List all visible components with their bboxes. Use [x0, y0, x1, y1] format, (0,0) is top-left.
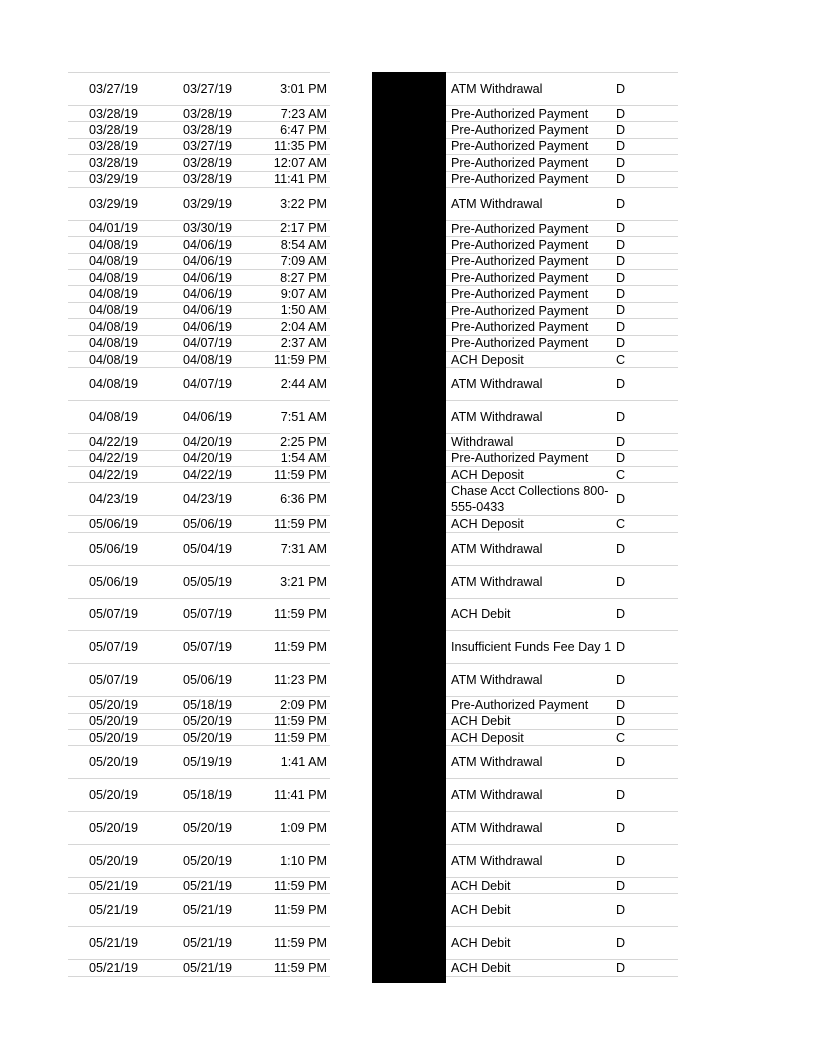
posting-date-cell: 03/29/19: [88, 196, 138, 211]
description-cell: Pre-Authorized Payment: [451, 155, 589, 170]
description-cell: Chase Acct Collections 800-555-0433: [451, 484, 609, 515]
type-cell: D: [616, 139, 626, 154]
type-cell: D: [616, 821, 626, 836]
description-cell: ATM Withdrawal: [451, 854, 543, 869]
posting-date-cell: 05/21/19: [88, 936, 138, 951]
transaction-date-cell: 04/23/19: [182, 492, 232, 507]
description-cell: ACH Debit: [451, 714, 511, 729]
posting-date-cell: 04/22/19: [88, 434, 138, 449]
time-cell: 8:27 PM: [280, 270, 327, 285]
transaction-date-cell: 04/07/19: [182, 336, 232, 351]
description-cell: Pre-Authorized Payment: [451, 221, 589, 236]
posting-date-cell: 05/06/19: [88, 541, 138, 556]
type-cell: D: [616, 854, 626, 869]
posting-date-cell: 04/08/19: [88, 410, 138, 425]
description-cell: Pre-Authorized Payment: [451, 697, 589, 712]
description-cell: ATM Withdrawal: [451, 410, 543, 425]
transaction-date-cell: 03/27/19: [182, 81, 232, 96]
description-cell: ATM Withdrawal: [451, 377, 543, 392]
description-cell: Pre-Authorized Payment: [451, 451, 589, 466]
time-cell: 7:51 AM: [280, 410, 327, 425]
time-cell: 2:37 AM: [280, 336, 327, 351]
type-cell: D: [616, 81, 626, 96]
time-cell: 11:59 PM: [274, 352, 327, 367]
time-cell: 11:59 PM: [274, 936, 327, 951]
type-cell: D: [616, 237, 626, 252]
posting-date-cell: 04/08/19: [88, 352, 138, 367]
type-cell: D: [616, 254, 626, 269]
description-cell: ATM Withdrawal: [451, 541, 543, 556]
description-cell: Pre-Authorized Payment: [451, 106, 589, 121]
description-cell: ACH Deposit: [451, 730, 524, 745]
time-cell: 11:59 PM: [274, 467, 327, 482]
type-cell: D: [616, 410, 626, 425]
description-cell: ACH Debit: [451, 960, 511, 975]
transaction-date-cell: 04/20/19: [182, 451, 232, 466]
description-cell: Pre-Authorized Payment: [451, 336, 589, 351]
transaction-date-cell: 04/08/19: [182, 352, 232, 367]
time-cell: 1:41 AM: [280, 755, 327, 770]
posting-date-cell: 05/20/19: [88, 697, 138, 712]
time-cell: 1:50 AM: [280, 303, 327, 318]
transaction-date-cell: 04/06/19: [182, 287, 232, 302]
type-cell: D: [616, 673, 626, 688]
transaction-date-cell: 05/21/19: [182, 936, 232, 951]
type-cell: C: [616, 730, 626, 745]
type-cell: D: [616, 319, 626, 334]
description-cell: ATM Withdrawal: [451, 81, 543, 96]
time-cell: 1:09 PM: [280, 821, 327, 836]
time-cell: 2:09 PM: [280, 697, 327, 712]
time-cell: 2:44 AM: [280, 377, 327, 392]
type-cell: D: [616, 640, 626, 655]
time-cell: 1:10 PM: [280, 854, 327, 869]
time-cell: 6:47 PM: [280, 122, 327, 137]
transaction-date-cell: 05/21/19: [182, 960, 232, 975]
description-cell: ATM Withdrawal: [451, 821, 543, 836]
posting-date-cell: 05/07/19: [88, 607, 138, 622]
type-cell: D: [616, 541, 626, 556]
description-cell: ATM Withdrawal: [451, 196, 543, 211]
type-cell: C: [616, 467, 626, 482]
description-cell: Pre-Authorized Payment: [451, 172, 589, 187]
type-cell: D: [616, 607, 626, 622]
transaction-date-cell: 05/20/19: [182, 854, 232, 869]
time-cell: 11:35 PM: [274, 139, 327, 154]
posting-date-cell: 04/23/19: [88, 492, 138, 507]
transaction-date-cell: 05/18/19: [182, 788, 232, 803]
posting-date-cell: 03/28/19: [88, 155, 138, 170]
description-cell: Pre-Authorized Payment: [451, 254, 589, 269]
posting-date-cell: 04/08/19: [88, 237, 138, 252]
transaction-date-cell: 05/07/19: [182, 640, 232, 655]
type-cell: D: [616, 434, 626, 449]
description-cell: Pre-Authorized Payment: [451, 270, 589, 285]
time-cell: 8:54 AM: [280, 237, 327, 252]
description-cell: Pre-Authorized Payment: [451, 303, 589, 318]
transaction-date-cell: 03/28/19: [182, 155, 232, 170]
posting-date-cell: 04/01/19: [88, 221, 138, 236]
posting-date-cell: 05/21/19: [88, 903, 138, 918]
time-cell: 3:21 PM: [280, 574, 327, 589]
type-cell: D: [616, 788, 626, 803]
transaction-date-cell: 04/06/19: [182, 319, 232, 334]
description-cell: Pre-Authorized Payment: [451, 139, 589, 154]
posting-date-cell: 05/20/19: [88, 788, 138, 803]
time-cell: 11:59 PM: [274, 714, 327, 729]
type-cell: C: [616, 352, 626, 367]
type-cell: D: [616, 122, 626, 137]
description-cell: ATM Withdrawal: [451, 673, 543, 688]
transaction-date-cell: 04/07/19: [182, 377, 232, 392]
transaction-date-cell: 04/06/19: [182, 410, 232, 425]
type-cell: D: [616, 714, 626, 729]
type-cell: D: [616, 287, 626, 302]
transaction-date-cell: 03/28/19: [182, 122, 232, 137]
description-cell: ATM Withdrawal: [451, 574, 543, 589]
posting-date-cell: 05/06/19: [88, 574, 138, 589]
type-cell: D: [616, 336, 626, 351]
time-cell: 9:07 AM: [280, 287, 327, 302]
transaction-date-cell: 03/30/19: [182, 221, 232, 236]
type-cell: D: [616, 106, 626, 121]
time-cell: 7:23 AM: [280, 106, 327, 121]
transaction-date-cell: 04/06/19: [182, 237, 232, 252]
posting-date-cell: 03/27/19: [88, 81, 138, 96]
transaction-date-cell: 05/21/19: [182, 903, 232, 918]
description-cell: ACH Deposit: [451, 517, 524, 531]
transaction-date-cell: 03/28/19: [182, 172, 232, 187]
transaction-date-cell: 03/29/19: [182, 196, 232, 211]
type-cell: D: [616, 221, 626, 236]
posting-date-cell: 05/20/19: [88, 755, 138, 770]
posting-date-cell: 04/08/19: [88, 270, 138, 285]
time-cell: 3:22 PM: [280, 196, 327, 211]
description-cell: ACH Debit: [451, 607, 511, 622]
type-cell: C: [616, 516, 626, 531]
posting-date-cell: 05/20/19: [88, 854, 138, 869]
type-cell: D: [616, 196, 626, 211]
description-cell: Withdrawal: [451, 434, 514, 449]
posting-date-cell: 04/08/19: [88, 303, 138, 318]
time-cell: 11:59 PM: [274, 960, 327, 975]
description-cell: ACH Deposit: [451, 467, 524, 482]
type-cell: D: [616, 303, 626, 318]
description-cell: ACH Debit: [451, 936, 511, 951]
posting-date-cell: 04/22/19: [88, 451, 138, 466]
time-cell: 11:59 PM: [274, 730, 327, 745]
posting-date-cell: 04/08/19: [88, 336, 138, 351]
transaction-date-cell: 05/06/19: [182, 516, 232, 531]
table-bottom-rule: [446, 976, 678, 977]
transaction-date-cell: 05/05/19: [182, 574, 232, 589]
type-cell: D: [616, 960, 626, 975]
type-cell: D: [616, 878, 626, 893]
transaction-date-cell: 03/27/19: [182, 139, 232, 154]
transaction-date-cell: 04/06/19: [182, 270, 232, 285]
transaction-date-cell: 05/20/19: [182, 821, 232, 836]
description-cell: Pre-Authorized Payment: [451, 123, 589, 137]
transaction-date-cell: 04/06/19: [182, 254, 232, 269]
transaction-date-cell: 05/04/19: [182, 541, 232, 556]
transaction-date-cell: 04/20/19: [182, 434, 232, 449]
posting-date-cell: 04/08/19: [88, 377, 138, 392]
posting-date-cell: 05/07/19: [88, 640, 138, 655]
description-cell: Insufficient Funds Fee Day 1: [451, 640, 612, 655]
time-cell: 11:59 PM: [274, 516, 327, 531]
posting-date-cell: 05/20/19: [88, 730, 138, 745]
type-cell: D: [616, 377, 626, 392]
description-cell: Pre-Authorized Payment: [451, 319, 589, 334]
posting-date-cell: 05/20/19: [88, 821, 138, 836]
type-cell: D: [616, 451, 626, 466]
type-cell: D: [616, 574, 626, 589]
posting-date-cell: 05/06/19: [88, 516, 138, 531]
time-cell: 7:09 AM: [280, 254, 327, 269]
transaction-date-cell: 04/22/19: [182, 467, 232, 482]
type-cell: D: [616, 697, 626, 712]
description-cell: ACH Debit: [451, 903, 511, 918]
time-cell: 11:59 PM: [274, 607, 327, 622]
time-cell: 1:54 AM: [280, 451, 327, 466]
time-cell: 12:07 AM: [273, 155, 327, 170]
table-bottom-rule: [68, 976, 330, 977]
type-cell: D: [616, 903, 626, 918]
transaction-date-cell: 05/06/19: [182, 673, 232, 688]
description-cell: Pre-Authorized Payment: [451, 237, 589, 252]
transaction-date-cell: 05/20/19: [182, 714, 232, 729]
time-cell: 7:31 AM: [280, 541, 327, 556]
type-cell: D: [616, 172, 626, 187]
type-cell: D: [616, 155, 626, 170]
posting-date-cell: 03/28/19: [88, 122, 138, 137]
redaction-bar: [372, 72, 446, 983]
posting-date-cell: 05/21/19: [88, 878, 138, 893]
time-cell: 2:04 AM: [280, 319, 327, 334]
time-cell: 3:01 PM: [280, 81, 327, 96]
time-cell: 2:17 PM: [280, 221, 327, 236]
posting-date-cell: 04/08/19: [88, 254, 138, 269]
type-cell: D: [616, 270, 626, 285]
time-cell: 11:41 PM: [274, 788, 327, 803]
transaction-date-cell: 05/21/19: [182, 878, 232, 893]
type-cell: D: [616, 755, 626, 770]
transaction-date-cell: 05/18/19: [182, 697, 232, 712]
type-cell: D: [616, 936, 626, 951]
posting-date-cell: 04/22/19: [88, 467, 138, 482]
posting-date-cell: 05/07/19: [88, 673, 138, 688]
posting-date-cell: 04/08/19: [88, 319, 138, 334]
description-cell: ACH Debit: [451, 878, 511, 893]
posting-date-cell: 05/21/19: [88, 960, 138, 975]
posting-date-cell: 03/29/19: [88, 172, 138, 187]
transaction-date-cell: 05/07/19: [182, 607, 232, 622]
transaction-date-cell: 05/19/19: [182, 755, 232, 770]
description-cell: ATM Withdrawal: [451, 755, 543, 770]
posting-date-cell: 03/28/19: [88, 139, 138, 154]
posting-date-cell: 05/20/19: [88, 714, 138, 729]
time-cell: 11:23 PM: [274, 673, 327, 688]
time-cell: 6:36 PM: [280, 492, 327, 507]
description-cell: Pre-Authorized Payment: [451, 287, 589, 302]
transaction-date-cell: 04/06/19: [182, 303, 232, 318]
time-cell: 11:41 PM: [274, 172, 327, 187]
time-cell: 11:59 PM: [274, 903, 327, 918]
time-cell: 11:59 PM: [274, 640, 327, 655]
time-cell: 2:25 PM: [280, 434, 327, 449]
type-cell: D: [616, 492, 626, 507]
description-cell: ACH Deposit: [451, 352, 524, 367]
description-cell: ATM Withdrawal: [451, 788, 543, 803]
time-cell: 11:59 PM: [274, 878, 327, 893]
posting-date-cell: 04/08/19: [88, 287, 138, 302]
posting-date-cell: 03/28/19: [88, 106, 138, 121]
transaction-date-cell: 05/20/19: [182, 730, 232, 745]
transaction-date-cell: 03/28/19: [182, 106, 232, 121]
